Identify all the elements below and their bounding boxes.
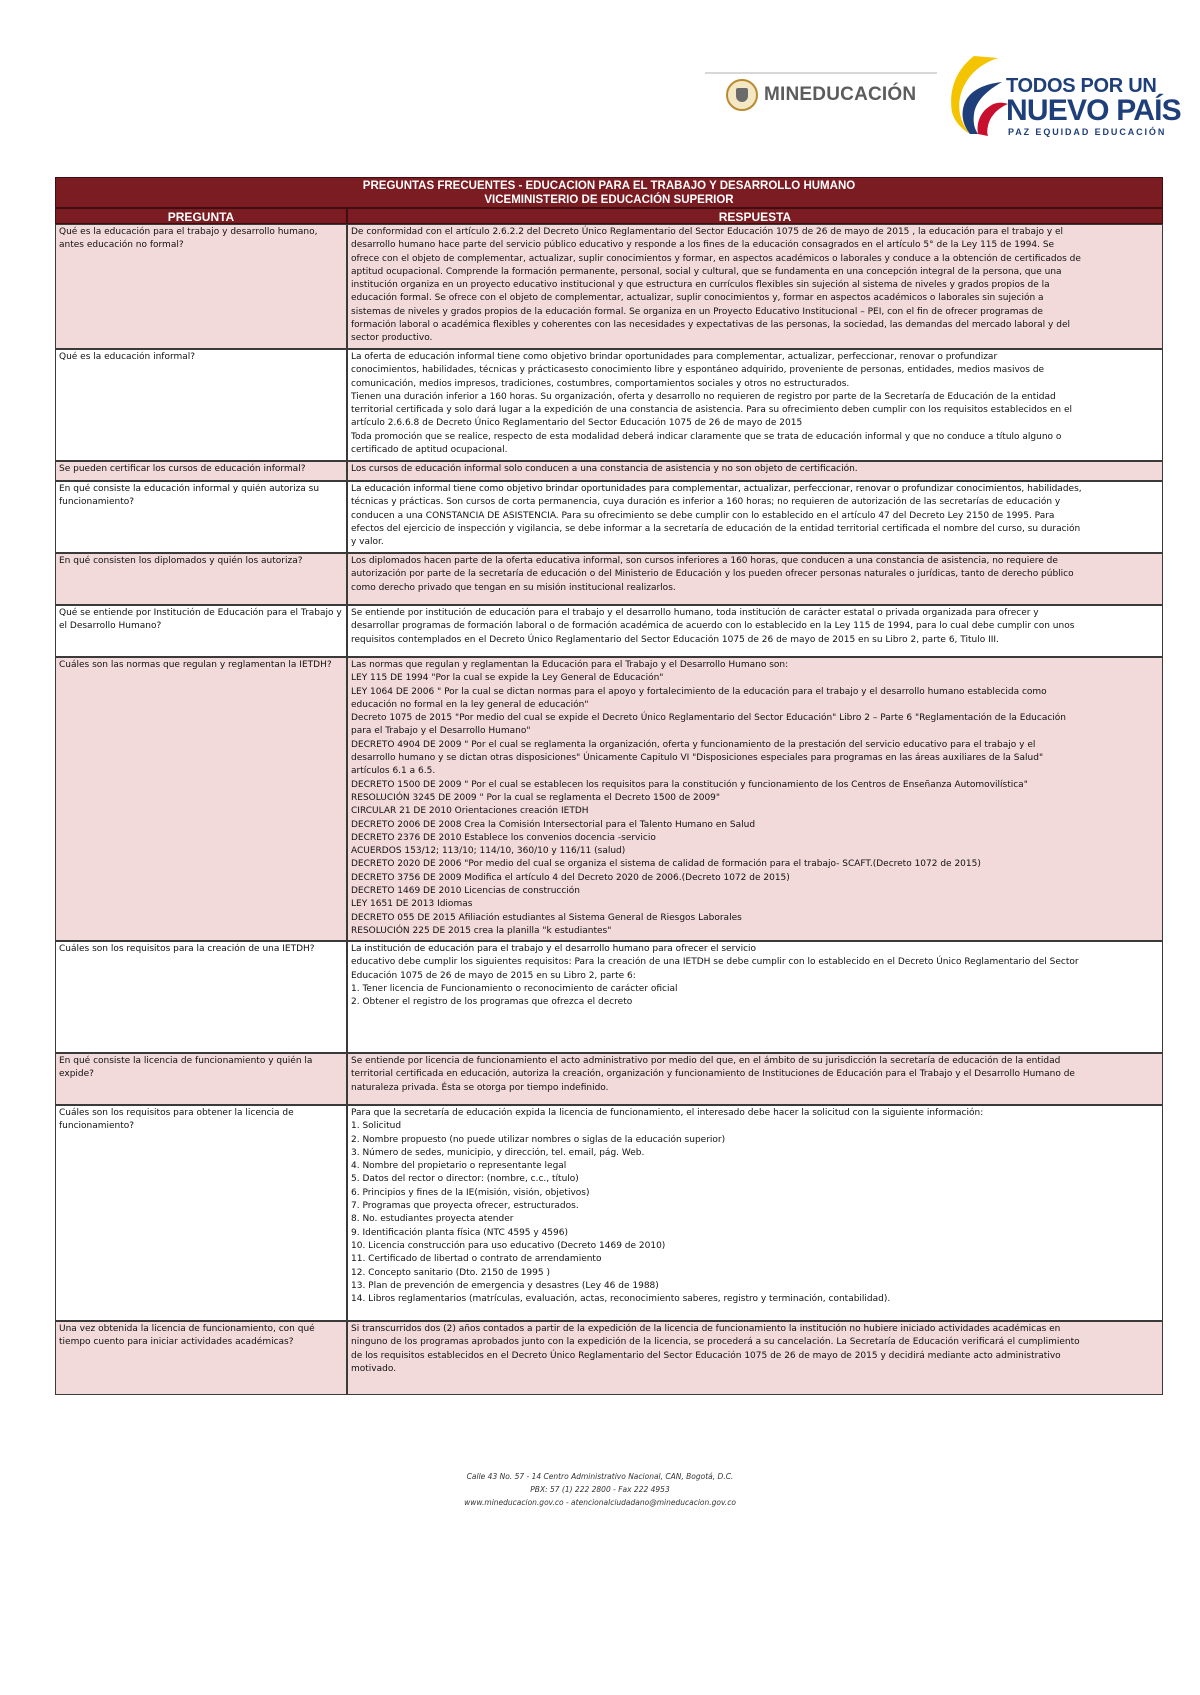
- answer-line: 13. Plan de prevención de emergencia y desastres (Ley 46 de 1988): [351, 1280, 659, 1291]
- answer-line: como derecho privado que tengan en su misión institucional realizarlos.: [351, 582, 676, 593]
- answer-line: Se entiende por licencia de funcionamiento el acto administrativo por medio del que, en el ámbito de su jurisdicción la secretaría de educación de la entidad: [351, 1056, 1061, 1066]
- answer-cell: [347, 224, 1163, 349]
- answer-line: Las normas que regulan y reglamentan la Educación para el Trabajo y el Desarrollo Humano son:: [351, 660, 789, 670]
- answer-line: DECRETO 3756 DE 2009 Modifica el artículo 4 del Decreto 2020 de 2006.(Decreto 1072 de 2015): [351, 872, 790, 883]
- footer-phone: PBX: 57 (1) 222 2800 - Fax 222 4953: [530, 1485, 670, 1494]
- answer-line: Educación 1075 de 26 de mayo de 2015 en su Libro 2, parte 6:: [351, 970, 636, 981]
- answer-line: 14. Libros reglamentarios (matrículas, evaluación, actas, reconocimiento saberes, registro y terminación, contabilidad).: [351, 1294, 891, 1305]
- answer-line: LEY 115 DE 1994 "Por la cual se expide la Ley General de Educación": [351, 673, 664, 684]
- answer-line: ninguno de los programas aprobados junto con la expedición de la licencia, se procederá a su cancelación. La Secretaría de Educación verificará el cumplimiento: [351, 1337, 1080, 1348]
- page-footer: [0, 1470, 1200, 1509]
- answer-line: motivado.: [351, 1363, 397, 1374]
- answer-line: educativo debe cumplir los siguientes requisitos: Para la creación de una IETDH se debe cumplir con lo establecido en el Decreto Único Reglamentario del Sector: [351, 957, 1079, 968]
- question-cell: Qué es la educación informal?: [55, 349, 347, 461]
- answer-line: desarrollo humano y se dictan otras disposiciones" Únicamente Capitulo VI "Disposiciones especiales para programas en las áreas auxiliares de la Salud": [351, 753, 1044, 764]
- answer-cell: [347, 349, 1163, 461]
- question-cell: Se pueden certificar los cursos de educación informal?: [55, 461, 347, 481]
- answer-line: desarrollar programas de formación laboral o de formación académica de acuerdo con lo establecido en la Ley 115 de 1994, para lo cual debe cumplir con unos: [351, 621, 1075, 632]
- answer-line: La educación informal tiene como objetivo brindar oportunidades para complementar, actualizar, perfeccionar, renovar o profundizar conocimientos, habilidades,: [351, 484, 1082, 494]
- answer-line: de los requisitos establecidos en el Decreto Único Reglamentario del Sector Educación 1075 de 26 de mayo de 2015 y decidirá mediante acto administrativo: [351, 1350, 1061, 1361]
- answer-cell: [347, 941, 1163, 1053]
- answer-line: DECRETO 1500 DE 2009 " Por el cual se establecen los requisitos para la constitución y funcionamiento de los Centros de Enseñanza Automovilística": [351, 779, 1028, 790]
- question-cell: Una vez obtenida la licencia de funcionamiento, con qué tiempo cuento para iniciar actividades académicas?: [55, 1321, 347, 1395]
- answer-line: Si transcurridos dos (2) años contados a partir de la expedición de la licencia de funcionamiento la institución no hubiere iniciado actividades académicas en: [351, 1324, 1061, 1334]
- slogan-tagline: PAZ EQUIDAD EDUCACIÓN: [1008, 127, 1167, 137]
- answer-line: comunicación, medios impresos, tradiciones, costumbres, comportamientos sociales y otros no estructurados.: [351, 378, 850, 389]
- todos-por-un-nuevo-pais-logo: [944, 50, 1181, 140]
- slogan-line-2: NUEVO PAÍS: [1006, 94, 1181, 127]
- answer-line: artículo 2.6.6.8 de Decreto Único Reglamentario del Sector Educación 1075 de 26 de mayo de 2015: [351, 418, 803, 429]
- column-header-question: PREGUNTA: [55, 208, 347, 224]
- answer-line: 2. Nombre propuesto (no puede utilizar nombres o siglas de la educación superior): [351, 1134, 726, 1145]
- answer-line: requisitos contemplados en el Decreto Único Reglamentario del Sector Educación 1075 de 26 de mayo de 2015 en su Libro 2, parte 6, Titulo III.: [351, 634, 999, 645]
- answer-cell: [347, 1321, 1163, 1395]
- answer-cell: [347, 605, 1163, 657]
- answer-line: conducen a una CONSTANCIA DE ASISTENCIA. Para su ofrecimiento se debe cumplir con lo establecido en el artículo 47 del Decreto Ley 2150 de 1995. Para: [351, 510, 1055, 521]
- answer-line: DECRETO 2376 DE 2010 Establece los convenios docencia -servicio: [351, 832, 656, 843]
- answer-line: 11. Certificado de libertad o contrato de arrendamiento: [351, 1254, 602, 1265]
- answer-line: conocimientos, habilidades, técnicas y prácticasesto conocimiento libre y espontáneo adquirido, proveniente de personas, entidades, medios masivos de: [351, 365, 1045, 376]
- answer-line: Tienen una duración inferior a 160 horas. Su organización, oferta y desarrollo no requieren de registro por parte de la Secretaría de Educación de la entidad: [351, 391, 1056, 402]
- answer-line: LEY 1064 DE 2006 " Por la cual se dictan normas para el apoyo y fortalecimiento de la educación para el trabajo y el desarrollo humano establecida como: [351, 686, 1047, 697]
- answer-cell: [347, 481, 1163, 553]
- answer-line: DECRETO 4904 DE 2009 " Por el cual se reglamenta la organización, oferta y funcionamiento de la prestación del servicio educativo para el trabajo y el: [351, 739, 1036, 750]
- faq-table: [55, 177, 1163, 1695]
- answer-line: 10. Licencia construcción para uso educativo (Decreto 1469 de 2010): [351, 1240, 666, 1251]
- question-cell: Cuáles son las normas que regulan y reglamentan la IETDH?: [55, 657, 347, 941]
- answer-line: efectos del ejercicio de inspección y vigilancia, se debe informar a la secretaría de educación de la entidad territorial certificada el nombre del curso, su duración: [351, 523, 1081, 534]
- colombia-seal-icon: [726, 79, 758, 111]
- question-cell: Cuáles son los requisitos para la creación de una IETDH?: [55, 941, 347, 1053]
- answer-line: Los cursos de educación informal solo conducen a una constancia de asistencia y no son objeto de certificación.: [351, 464, 858, 474]
- answer-line: 3. Número de sedes, municipio, y dirección, tel. email, pág. Web.: [351, 1147, 645, 1158]
- answer-line: La oferta de educación informal tiene como objetivo brindar oportunidades para complementar, actualizar, perfeccionar, renovar o profundizar: [351, 352, 998, 362]
- answer-line: 12. Concepto sanitario (Dto. 2150 de 1995 ): [351, 1267, 550, 1278]
- slogan-line-1: TODOS POR UN: [1006, 75, 1157, 97]
- answer-line: DECRETO 2020 DE 2006 "Por medio del cual se organiza el sistema de calidad de formación para el trabajo- SCAFT.(Decreto 1072 de 2015): [351, 859, 981, 870]
- question-cell: Cuáles son los requisitos para obtener la licencia de funcionamiento?: [55, 1105, 347, 1321]
- question-cell: En qué consisten los diplomados y quién los autoriza?: [55, 553, 347, 605]
- answer-line: DECRETO 2006 DE 2008 Crea la Comisión Intersectorial para el Talento Humano en Salud: [351, 819, 756, 830]
- answer-line: Decreto 1075 de 2015 "Por medio del cual se expide el Decreto Único Reglamentario del Sector Educación" Libro 2 – Parte 6 "Reglamentación de la Educación: [351, 713, 1067, 724]
- answer-line: Los diplomados hacen parte de la oferta educativa informal, son cursos inferiores a 160 horas, que conducen a una constancia de asistencia, no requiere de: [351, 556, 1058, 566]
- answer-line: y valor.: [351, 537, 384, 548]
- answer-line: formación laboral o académica flexibles y coherentes con las necesidades y expectativas de las personas, la sociedad, las demandas del mercado laboral y del: [351, 320, 1070, 331]
- answer-line: 2. Obtener el registro de los programas que ofrezca el decreto: [351, 997, 633, 1008]
- answer-line: DECRETO 1469 DE 2010 Licencias de construcción: [351, 886, 581, 897]
- answer-cell: [347, 1105, 1163, 1321]
- answer-line: naturaleza privada. Ésta se otorga por tiempo indefinido.: [351, 1082, 609, 1093]
- column-header-answer: RESPUESTA: [347, 208, 1163, 224]
- answer-line: CIRCULAR 21 DE 2010 Orientaciones creación IETDH: [351, 806, 589, 817]
- answer-line: RESOLUCIÓN 3245 DE 2009 " Por la cual se reglamenta el Decreto 1500 de 2009": [351, 792, 721, 803]
- header-divider: [705, 72, 937, 74]
- question-cell: En qué consiste la licencia de funcionamiento y quién la expide?: [55, 1053, 347, 1105]
- question-cell: Qué es la educación para el trabajo y desarrollo humano, antes educación no formal?: [55, 224, 347, 349]
- answer-line: educación no formal en la ley general de educación": [351, 699, 589, 710]
- answer-line: educación formal. Se ofrece con el objeto de complementar, actualizar, suplir conocimientos y, formar en aspectos académicos o laborales sin sujeción a: [351, 293, 1044, 304]
- table-title: [55, 177, 1163, 208]
- answer-line: Para que la secretaría de educación expida la licencia de funcionamiento, el interesado debe hacer la solicitud con la siguiente información:: [351, 1108, 984, 1118]
- answer-line: para el Trabajo y el Desarrollo Humano": [351, 726, 531, 737]
- answer-cell: [347, 657, 1163, 941]
- table-title-line-1: PREGUNTAS FRECUENTES - EDUCACION PARA EL TRABAJO Y DESARROLLO HUMANO: [362, 180, 856, 192]
- footer-address: Calle 43 No. 57 - 14 Centro Administrativo Nacional, CAN, Bogotá, D.C.: [466, 1472, 734, 1481]
- footer-web: www.mineducacion.gov.co - atencionalciudadano@mineducacion.gov.co: [464, 1498, 736, 1507]
- answer-line: certificado de aptitud ocupacional.: [351, 445, 508, 456]
- answer-line: 1. Tener licencia de Funcionamiento o reconocimiento de carácter oficial: [351, 983, 678, 994]
- answer-line: desarrollo humano hace parte del servicio público educativo y responde a los fines de la educación consagrados en el artículo 5° de la Ley 115 de 1994. Se: [351, 240, 1055, 251]
- mineducacion-logo: [726, 80, 916, 110]
- answer-line: RESOLUCIÓN 225 DE 2015 crea la planilla "k estudiantes": [351, 925, 612, 936]
- answer-cell: [347, 553, 1163, 605]
- answer-line: sistemas de niveles y grados propios de la educación formal. Se organiza en un Proyecto Educativo Institucional – PEI, con el fin de ofrecer programas de: [351, 306, 1043, 317]
- answer-line: artículos 6.1 a 6.5.: [351, 766, 436, 777]
- answer-line: sector productivo.: [351, 333, 433, 344]
- answer-line: 7. Programas que proyecta ofrecer, estructurados.: [351, 1201, 579, 1212]
- answer-line: De conformidad con el artículo 2.6.2.2 del Decreto Único Reglamentario del Sector Educación 1075 de 26 de mayo de 2015 , la educación para el trabajo y el: [351, 227, 1064, 237]
- table-title-line-2: VICEMINISTERIO DE EDUCACIÓN SUPERIOR: [484, 194, 734, 206]
- answer-line: 1. Solicitud: [351, 1121, 402, 1132]
- answer-line: LEY 1651 DE 2013 Idiomas: [351, 899, 473, 910]
- answer-line: 5. Datos del rector o director: (nombre, c.c., título): [351, 1174, 579, 1185]
- answer-line: institución organiza en un proyecto educativo institucional y que estructura en currículos flexibles sin sujeción al sistema de niveles y grados propios de la: [351, 280, 1050, 291]
- answer-line: DECRETO 055 DE 2015 Afiliación estudiantes al Sistema General de Riesgos Laborales: [351, 912, 742, 923]
- answer-cell: [347, 1053, 1163, 1105]
- answer-line: 8. No. estudiantes proyecta atender: [351, 1214, 514, 1225]
- answer-line: aptitud ocupacional. Comprende la formación permanente, personal, social y cultural, que se fundamenta en una concepción integral de la persona, que una: [351, 266, 1062, 277]
- answer-line: La institución de educación para el trabajo y el desarrollo humano para ofrecer el servicio: [351, 944, 757, 954]
- answer-line: ACUERDOS 153/12; 113/10; 114/10, 360/10 y 116/11 (salud): [351, 846, 626, 857]
- question-cell: En qué consiste la educación informal y quién autoriza su funcionamiento?: [55, 481, 347, 553]
- answer-cell: [347, 461, 1163, 481]
- answer-line: territorial certificada en educación, autoriza la creación, organización y funcionamiento de Instituciones de Educación para el Trabajo y el Desarrollo Humano de: [351, 1069, 1075, 1080]
- answer-line: Toda promoción que se realice, respecto de esta modalidad deberá indicar claramente que se trata de educación informal y que no conduce a título alguno o: [351, 431, 1062, 442]
- answer-line: autorización por parte de la secretaría de educación o del Ministerio de Educación y los pueden ofrecer personas naturales o jurídicas, tanto de derecho público: [351, 569, 1074, 580]
- answer-line: técnicas y prácticas. Son cursos de corta permanencia, cuya duración es inferior a 160 horas; no requieren de autorización de las secretarías de educación y: [351, 497, 1061, 508]
- flag-swoosh-icon: [944, 50, 1010, 140]
- answer-line: Se entiende por institución de educación para el trabajo y el desarrollo humano, toda institución de carácter estatal o privada organizada para ofrecer y: [351, 608, 1039, 618]
- answer-line: 6. Principios y fines de la IE(misión, visión, objetivos): [351, 1187, 590, 1198]
- answer-line: 9. Identificación planta física (NTC 4595 y 4596): [351, 1227, 568, 1238]
- ministry-name: MINEDUCACIÓN: [764, 84, 917, 105]
- answer-line: 4. Nombre del propietario o representante legal: [351, 1161, 567, 1172]
- question-cell: Qué se entiende por Institución de Educación para el Trabajo y el Desarrollo Humano?: [55, 605, 347, 657]
- answer-line: territorial certificada y solo dará lugar a la expedición de una constancia de asistencia. Para su ofrecimiento deben cumplir con los requisitos establecidos en el: [351, 405, 1073, 416]
- answer-line: ofrece con el objeto de complementar, actualizar, suplir conocimientos y formar, en aspectos académicos o laborales y conduce a la obtención de certificados de: [351, 253, 1081, 264]
